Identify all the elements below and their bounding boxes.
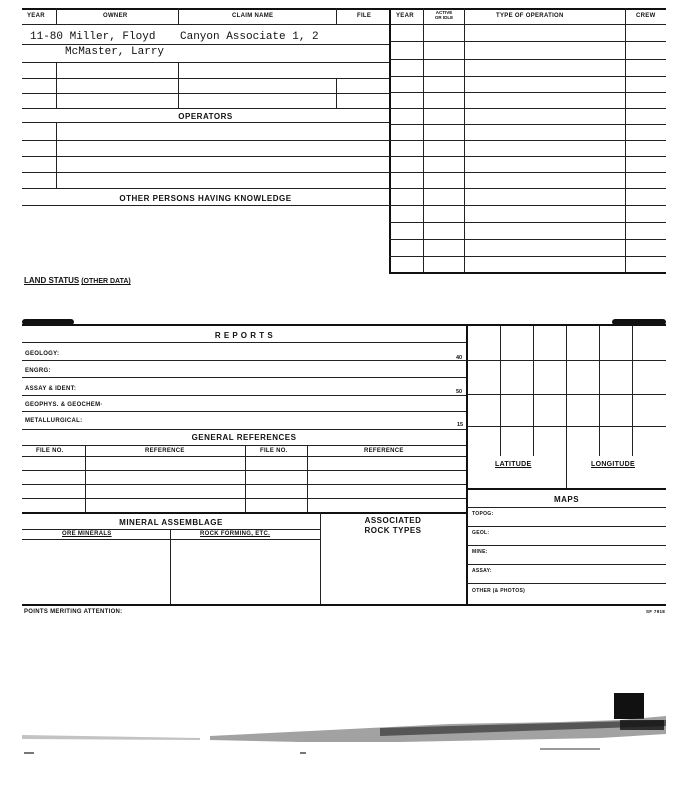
grid-line — [533, 326, 534, 456]
latitude-label: LATITUDE — [495, 461, 532, 468]
row-rule — [22, 172, 389, 173]
scan-speck — [24, 752, 34, 754]
header-file: FILE — [357, 13, 372, 19]
row-rule — [22, 108, 389, 109]
points-meriting-attention: POINTS MERITING ATTENTION: — [24, 609, 123, 615]
scan-speck — [300, 752, 306, 754]
grid-line — [467, 426, 666, 427]
operators-title: OPERATORS — [178, 112, 233, 121]
divider — [336, 8, 337, 24]
row-rule — [22, 539, 320, 540]
divider — [178, 62, 179, 108]
row-rule — [22, 470, 466, 471]
row-rule — [22, 498, 466, 499]
row-rule — [389, 172, 666, 173]
map-assay: ASSAY: — [472, 568, 492, 574]
ore-minerals-label: ORE MINERALS — [62, 531, 112, 537]
row-rule — [389, 124, 666, 125]
row-rule — [22, 484, 466, 485]
row-rule — [22, 140, 389, 141]
row-rule — [389, 239, 666, 240]
general-references-title: GENERAL REFERENCES — [191, 433, 297, 442]
row-rule — [389, 92, 666, 93]
owner-entry-1: 11-80 Miller, Floyd — [30, 31, 156, 43]
row-rule — [389, 256, 666, 257]
header-claim-name: CLAIM NAME — [232, 13, 274, 19]
grid-line — [566, 326, 567, 456]
other-persons-rule — [22, 205, 389, 206]
row-rule — [22, 445, 466, 446]
row-rule — [22, 411, 466, 412]
row-rule — [389, 222, 666, 223]
ref-file-no-2: FILE NO. — [260, 448, 288, 454]
divider — [307, 445, 308, 512]
margin-number-15: 15 — [457, 422, 464, 428]
scan-block — [614, 693, 644, 719]
land-status-label — [24, 276, 131, 285]
row-rule — [467, 526, 666, 527]
row-rule — [389, 188, 666, 189]
ref-reference-1: REFERENCE — [145, 448, 185, 454]
report-assay: ASSAY & IDENT: — [25, 386, 77, 392]
reports-rule — [22, 342, 466, 343]
header-crew: CREW — [636, 13, 656, 19]
row-rule — [22, 529, 320, 530]
row-rule — [389, 140, 666, 141]
row-rule — [389, 76, 666, 77]
section-rule — [22, 512, 466, 514]
scan-noise-strip — [0, 690, 678, 770]
divider — [170, 529, 171, 604]
form-code: SF 7918 — [646, 609, 666, 614]
report-engrg: ENGRG: — [25, 368, 51, 374]
ref-file-no-1: FILE NO. — [36, 448, 64, 454]
row-rule — [389, 41, 666, 42]
other-persons-title: OTHER PERSONS HAVING KNOWLEDGE — [119, 194, 292, 203]
margin-number-50: 50 — [456, 389, 463, 395]
operators-rule — [22, 122, 389, 123]
scan-smear — [22, 735, 200, 740]
grid-line — [632, 326, 633, 456]
associated-line-1: ASSOCIATED — [364, 516, 422, 525]
divider-mark-left — [22, 319, 74, 325]
divider — [178, 8, 179, 24]
row-rule — [22, 62, 389, 63]
report-geology: GEOLOGY: — [25, 351, 60, 357]
header-active-or-idle — [425, 10, 463, 20]
header-year-right: YEAR — [396, 13, 414, 19]
land-status-sub: (OTHER DATA) — [81, 278, 131, 285]
row-rule — [22, 188, 389, 189]
row-rule — [22, 44, 389, 45]
ref-reference-2: REFERENCE — [364, 448, 404, 454]
maps-rule — [467, 488, 666, 490]
grid-line — [599, 326, 600, 456]
margin-number-40: 40 — [456, 355, 463, 361]
header-owner: OWNER — [103, 13, 128, 19]
map-other: OTHER (& PHOTOS) — [472, 588, 526, 594]
row-rule — [467, 564, 666, 565]
row-rule — [22, 395, 466, 396]
divider — [85, 445, 86, 512]
claim-entry-1: Canyon Associate 1, 2 — [180, 31, 319, 43]
divider-mark-right — [612, 319, 666, 325]
divider — [245, 445, 246, 512]
grid-line — [467, 394, 666, 395]
divider — [56, 62, 57, 108]
maps-title: MAPS — [553, 495, 580, 504]
row-rule — [22, 78, 389, 79]
scan-speck — [620, 720, 664, 730]
row-rule — [22, 93, 389, 94]
row-rule — [22, 429, 466, 430]
header-type-of-operation: TYPE OF OPERATION — [496, 13, 564, 19]
reports-title: R E P O R T S — [214, 331, 274, 340]
longitude-label: LONGITUDE — [591, 461, 635, 468]
latlong-divider — [566, 456, 567, 488]
top-header-rule — [22, 8, 666, 10]
report-geophys: GEOPHYS. & GEOCHEM· — [25, 402, 103, 408]
grid-line — [467, 360, 666, 361]
row-rule — [22, 377, 466, 378]
report-metallurgical: METALLURGICAL: — [25, 418, 83, 424]
section-bottom-rule — [389, 272, 666, 274]
divider — [320, 512, 321, 604]
active-label: ACTIVE — [435, 10, 453, 15]
row-rule — [467, 507, 666, 508]
row-rule — [389, 59, 666, 60]
owner-entry-2: McMaster, Larry — [65, 46, 165, 58]
header-year: YEAR — [27, 13, 45, 19]
row-rule — [389, 205, 666, 206]
divider — [56, 122, 57, 188]
row-rule — [22, 156, 389, 157]
mineral-assemblage-title: MINERAL ASSEMBLAGE — [119, 518, 223, 527]
coordinate-grid — [467, 326, 666, 456]
divider — [56, 8, 57, 24]
row-rule — [467, 545, 666, 546]
row-rule — [467, 583, 666, 584]
map-mine: MINE: — [472, 549, 488, 555]
or-idle-label: OR IDLE — [434, 15, 454, 20]
map-topog: TOPOG: — [472, 511, 494, 517]
row-rule — [22, 360, 466, 361]
rock-forming-label: ROCK FORMING, ETC. — [200, 531, 271, 537]
map-geol: GEOL: — [472, 530, 490, 536]
associated-line-2: ROCK TYPES — [364, 526, 422, 535]
header-bottom-rule — [22, 24, 666, 25]
section-bottom-rule — [22, 604, 666, 606]
associated-title — [320, 516, 466, 536]
grid-line — [500, 326, 501, 456]
divider — [336, 78, 337, 108]
row-rule — [389, 108, 666, 109]
row-rule — [389, 156, 666, 157]
row-rule — [22, 456, 466, 457]
scan-speck — [540, 748, 600, 750]
land-status-main: LAND STATUS — [24, 276, 80, 285]
